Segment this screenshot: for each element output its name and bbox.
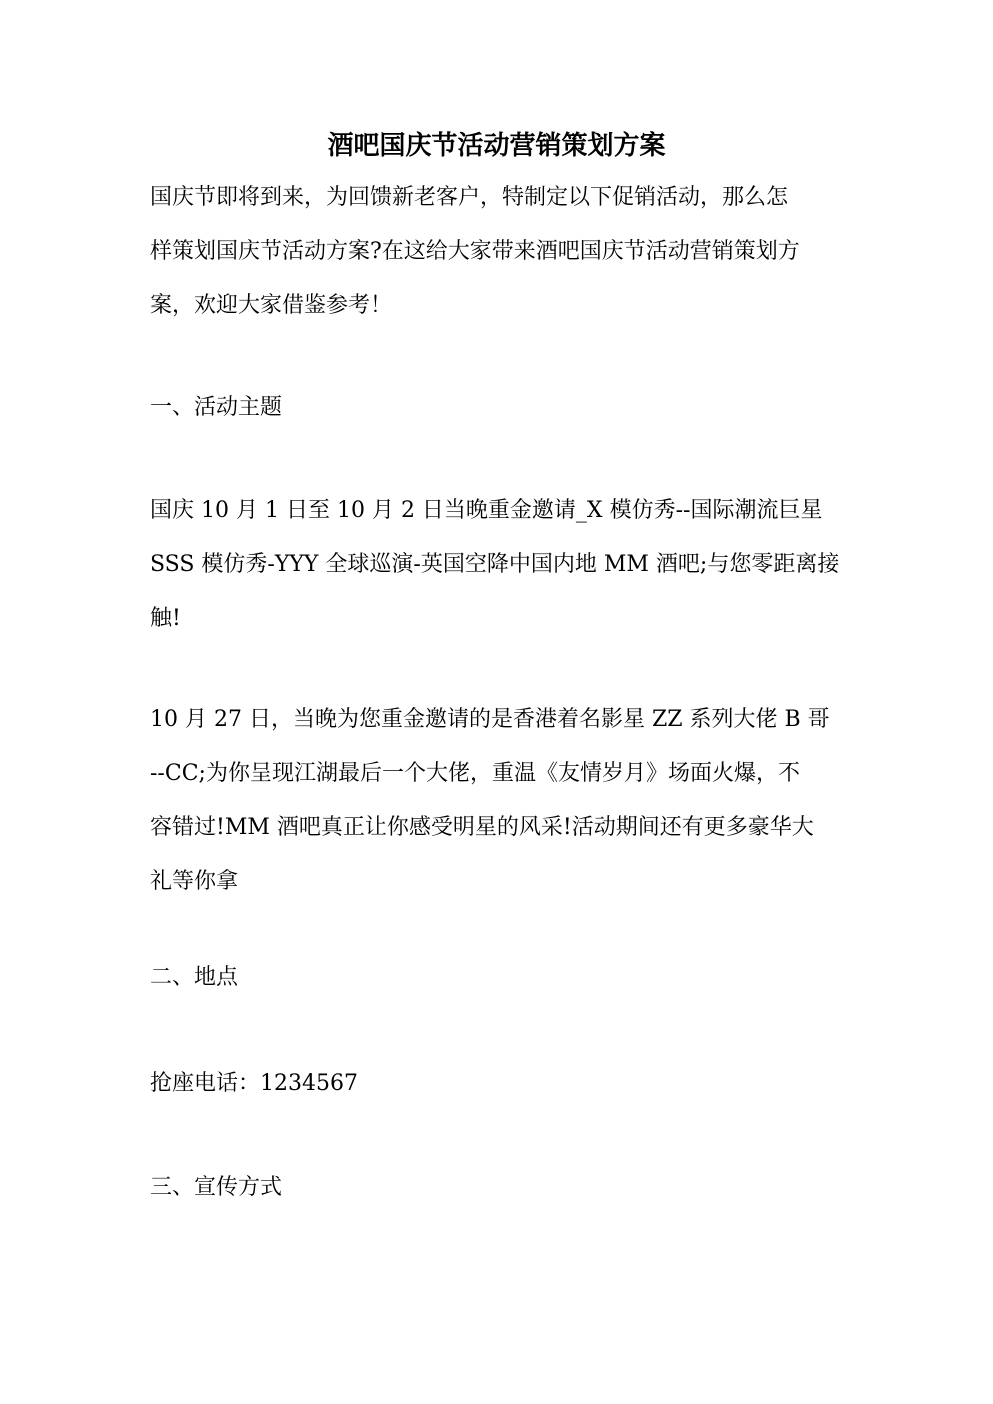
event-line: 国庆 10 月 1 日至 10 月 2 日当晚重金邀请_X 模仿秀--国际潮流巨星 [150, 498, 823, 523]
section-heading: 三、宣传方式 [150, 1175, 283, 1200]
intro-line: 国庆节即将到来，为回馈新老客户，特制定以下促销活动，那么怎 [150, 185, 789, 210]
intro-line: 案，欢迎大家借鉴参考！ [150, 293, 393, 318]
phone-line: 抢座电话：1234567 [150, 1071, 358, 1096]
intro-paragraph [150, 171, 850, 333]
event-line: 礼等你拿 [150, 869, 239, 894]
section-heading: 二、地点 [150, 965, 239, 990]
document-title: 酒吧国庆节活动营销策划方案 [327, 131, 666, 161]
section-heading-theme [150, 381, 850, 435]
event-paragraph-1 [150, 484, 850, 646]
section-heading-location [150, 951, 850, 1005]
event-line: 10 月 27 日，当晚为您重金邀请的是香港着名影星 ZZ 系列大佬 B 哥 [150, 707, 830, 732]
event-line: 容错过!MM 酒吧真正让你感受明星的风采!活动期间还有更多豪华大 [150, 815, 814, 840]
section-heading: 一、活动主题 [150, 395, 283, 420]
event-paragraph-2 [150, 693, 850, 909]
event-line: SSS 模仿秀-YYY 全球巡演-英国空降中国内地 MM 酒吧;与您零距离接 [150, 552, 840, 577]
phone-paragraph [150, 1057, 850, 1111]
event-line: 触! [150, 606, 181, 631]
intro-line: 样策划国庆节活动方案?在这给大家带来酒吧国庆节活动营销策划方 [150, 239, 800, 264]
section-heading-promotion [150, 1161, 850, 1215]
event-line: --CC;为你呈现江湖最后一个大佬，重温《友情岁月》场面火爆，不 [150, 761, 800, 786]
